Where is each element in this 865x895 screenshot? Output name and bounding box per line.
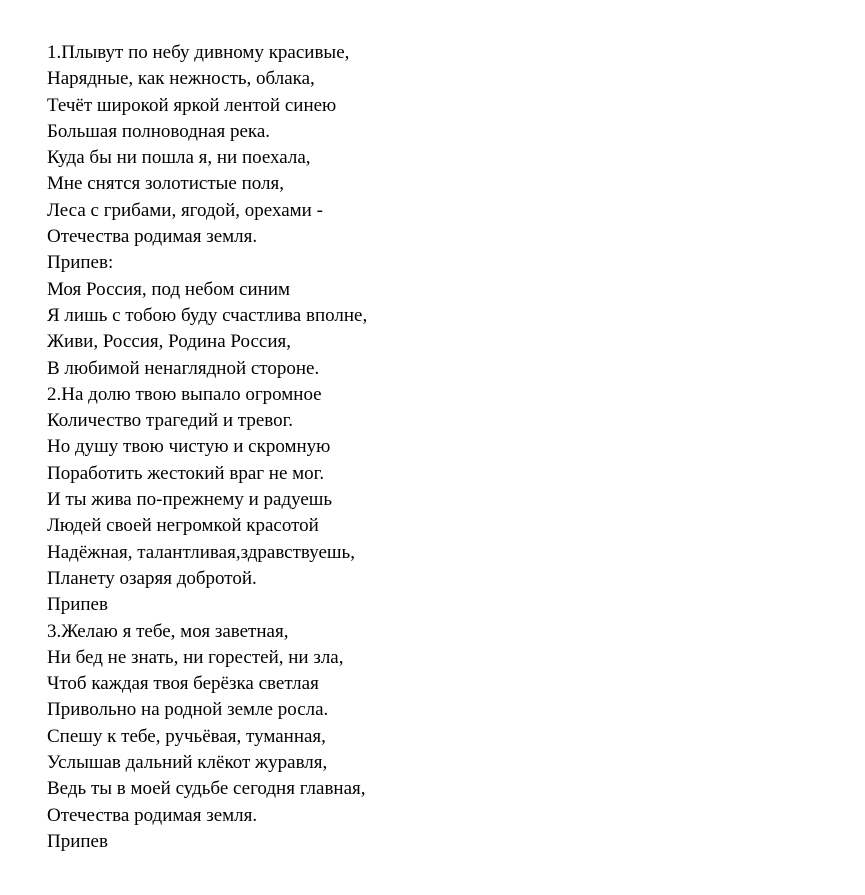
- verse-1-line-8: Отечества родимая земля.: [47, 226, 258, 248]
- verse-1-line-3: Течёт широкой яркой лентой синею: [47, 94, 337, 116]
- verse-3-line-7: Ведь ты в моей судьбе сегодня главная,: [47, 778, 366, 800]
- verse-3-line-4: Привольно на родной земле росла.: [47, 699, 329, 721]
- verse-2-line-3: Но душу твою чистую и скромную: [47, 436, 331, 458]
- verse-1-line-5: Куда бы ни пошла я, ни поехала,: [47, 147, 311, 169]
- verse-1-line-4: Большая полноводная река.: [47, 120, 271, 142]
- verse-3-line-3: Чтоб каждая твоя берёзка светлая: [47, 673, 319, 695]
- verse-2-line-1: 2.На долю твою выпало огромное: [47, 383, 322, 405]
- chorus-reference-2: Припев: [47, 830, 108, 852]
- verse-2-line-2: Количество трагедий и тревог.: [47, 410, 293, 432]
- verse-1-line-1: 1.Плывут по небу дивному красивые,: [47, 42, 350, 63]
- verse-2-line-6: Людей своей негромкой красотой: [47, 515, 319, 537]
- verse-1-line-7: Леса с грибами, ягодой, орехами -: [47, 199, 323, 221]
- verse-3-line-6: Услышав дальний клёкот журавля,: [47, 752, 328, 774]
- chorus-line-1: Моя Россия, под небом синим: [47, 278, 291, 300]
- song-lyrics-document: [47, 40, 827, 855]
- verse-3-line-1: 3.Желаю я тебе, моя заветная,: [47, 620, 289, 642]
- chorus-reference-1: Припев: [47, 594, 108, 616]
- verse-1-line-6: Мне снятся золотистые поля,: [47, 173, 284, 195]
- chorus-line-2: Я лишь с тобою буду счастлива вполне,: [47, 304, 368, 326]
- chorus-heading: Припев:: [47, 252, 114, 274]
- verse-1-line-2: Нарядные, как нежность, облака,: [47, 68, 315, 90]
- chorus-line-4: В любимой ненаглядной стороне.: [47, 357, 320, 379]
- verse-2-line-5: И ты жива по-прежнему и радуешь: [47, 489, 333, 511]
- verse-3-line-2: Ни бед не знать, ни горестей, ни зла,: [47, 646, 344, 668]
- verse-3-line-8: Отечества родимая земля.: [47, 804, 258, 826]
- verse-2-line-8: Планету озаряя добротой.: [47, 567, 257, 589]
- chorus-line-3: Живи, Россия, Родина Россия,: [47, 331, 291, 353]
- verse-2-line-4: Поработить жестокий враг не мог.: [47, 462, 325, 484]
- verse-2-line-7: Надёжная, талантливая,здравствуешь,: [47, 541, 355, 563]
- verse-3-line-5: Спешу к тебе, ручьёвая, туманная,: [47, 725, 326, 747]
